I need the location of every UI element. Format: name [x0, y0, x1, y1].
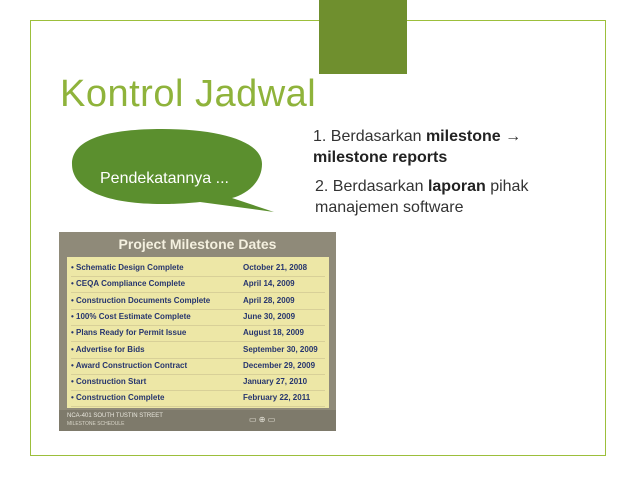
- milestone-image: [59, 232, 336, 431]
- milestone-table: [67, 257, 329, 408]
- point-milestone: 1. Berdasarkan milestone → milestone reports: [313, 128, 522, 166]
- footer-text: NCA-401 SOUTH TUSTIN STREET: [67, 413, 163, 419]
- milestone-task: • Construction Start: [71, 377, 147, 387]
- row-divider: [71, 309, 325, 310]
- row-divider: [71, 292, 325, 293]
- milestone-task: • Construction Complete: [71, 393, 165, 403]
- decorative-square: [319, 0, 407, 74]
- milestone-heading: Project Milestone Dates: [118, 236, 277, 252]
- milestone-date: September 30, 2009: [243, 344, 318, 354]
- milestone-date: June 30, 2009: [243, 311, 296, 321]
- milestone-date: December 29, 2009: [243, 360, 316, 370]
- milestone-date: April 14, 2009: [243, 279, 295, 289]
- milestone-task: • Schematic Design Complete: [71, 263, 184, 272]
- row-divider: [71, 358, 325, 359]
- milestone-date: January 27, 2010: [243, 377, 308, 387]
- milestone-task: • Plans Ready for Permit Issue: [71, 328, 187, 338]
- milestone-task: • CEQA Compliance Complete: [71, 279, 186, 289]
- milestone-date: April 28, 2009: [243, 295, 295, 305]
- milestone-date: February 22, 2011: [243, 393, 311, 403]
- slide-title: Kontrol Jadwal: [60, 73, 317, 115]
- row-divider: [71, 390, 325, 391]
- row-divider: [71, 325, 325, 326]
- row-divider: [71, 374, 325, 375]
- footer-sub: MILESTONE SCHEDULE: [67, 421, 125, 427]
- point-report: 2. Berdasarkan laporan pihak manajemen software: [315, 178, 529, 216]
- milestone-task: • 100% Cost Estimate Complete: [71, 311, 191, 321]
- row-divider: [71, 406, 325, 407]
- milestone-task: • Advertise for Bids: [71, 344, 145, 354]
- milestone-footer: [59, 410, 336, 431]
- milestone-date: October 21, 2008: [243, 263, 308, 272]
- milestone-task: • Construction Documents Complete: [71, 295, 211, 305]
- milestone-task: • Award Construction Contract: [71, 360, 188, 370]
- row-divider: [71, 341, 325, 342]
- footer-icons: ▭ ⊕ ▭: [249, 415, 276, 424]
- milestone-date: August 18, 2009: [243, 328, 304, 338]
- row-divider: [71, 276, 325, 277]
- bubble-text: Pendekatannya ...: [100, 170, 229, 187]
